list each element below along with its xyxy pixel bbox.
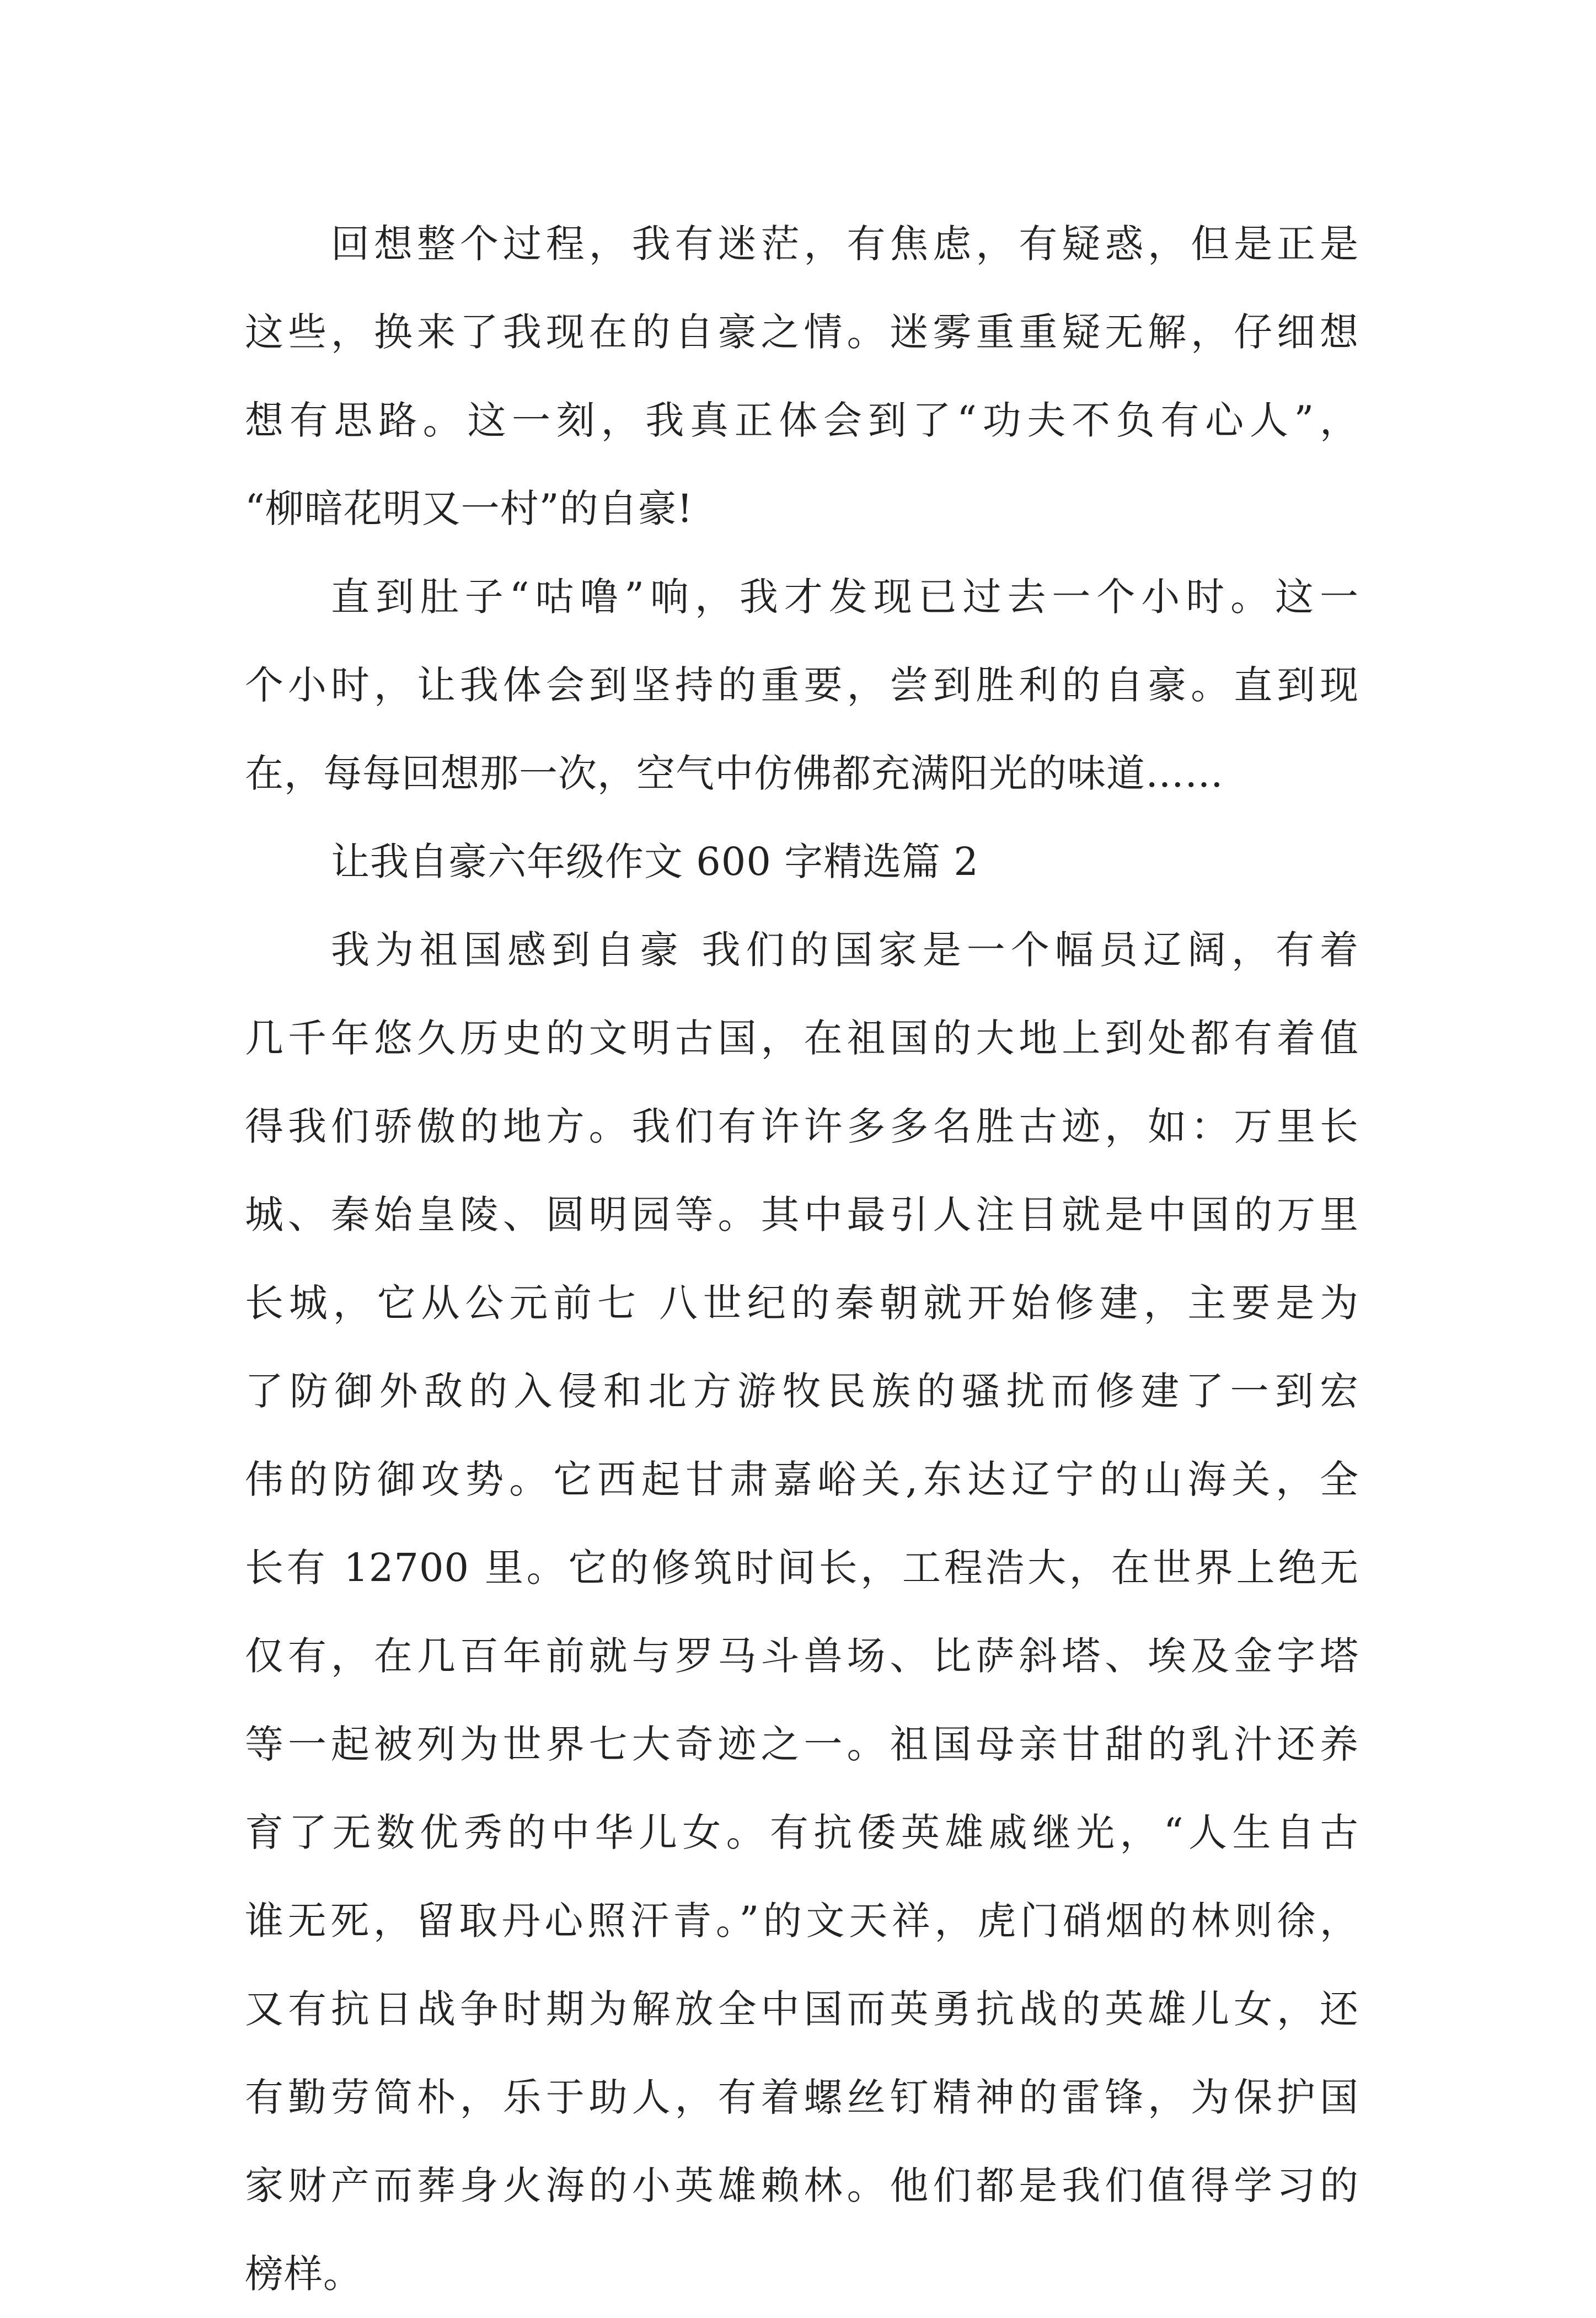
- text-line: 回想整个过程，我有迷茫，有焦虑，有疑惑，但是正是: [331, 221, 1359, 266]
- text-line: 榜样。: [245, 2251, 362, 2296]
- document-body: [245, 200, 1359, 2318]
- paragraph-conclusion: [245, 553, 1359, 818]
- text-line: 等一起被列为世界七大奇迹之一。祖国母亲甘甜的乳汁还养: [245, 1722, 1359, 1767]
- paragraph-reflection: [245, 200, 1359, 553]
- text-line: 伟的防御攻势。它西起甘肃嘉峪关,东达辽宁的山海关，全: [245, 1457, 1359, 1502]
- paragraph-motherland: [245, 906, 1359, 2318]
- text-line: 个小时，让我体会到坚持的重要，尝到胜利的自豪。直到现: [245, 663, 1359, 708]
- text-line: 想有思路。这一刻，我真正体会到了“功夫不负有心人”，: [245, 398, 1359, 443]
- text-line: 得我们骄傲的地方。我们有许许多多名胜古迹，如：万里长: [245, 1104, 1359, 1149]
- essay-title: 让我自豪六年级作文 600 字精选篇 2: [331, 839, 979, 884]
- text-line: 这些，换来了我现在的自豪之情。迷雾重重疑无解，仔细想: [245, 309, 1359, 355]
- text-line: 几千年悠久历史的文明古国，在祖国的大地上到处都有着值: [245, 1016, 1359, 1061]
- text-line: “柳暗花明又一村”的自豪!: [245, 486, 693, 531]
- section-heading: [245, 818, 1359, 906]
- text-line: 有勤劳简朴，乐于助人，有着螺丝钉精神的雷锋，为保护国: [245, 2075, 1359, 2120]
- text-line: 了防御外敌的入侵和北方游牧民族的骚扰而修建了一到宏: [245, 1369, 1359, 1414]
- text-line: 又有抗日战争时期为解放全中国而英勇抗战的英雄儿女，还: [245, 1986, 1359, 2032]
- text-line: 仅有，在几百年前就与罗马斗兽场、比萨斜塔、埃及金字塔: [245, 1633, 1359, 1679]
- text-line: 谁无死，留取丹心照汗青。”的文天祥，虎门硝烟的林则徐，: [245, 1898, 1359, 1943]
- text-line: 我为祖国感到自豪 我们的国家是一个幅员辽阔，有着: [331, 927, 1359, 973]
- text-line: 城、秦始皇陵、圆明园等。其中最引人注目就是中国的万里: [245, 1192, 1359, 1237]
- text-line: 家财产而葬身火海的小英雄赖林。他们都是我们值得学习的: [245, 2163, 1359, 2208]
- text-line: 在，每每回想那一次，空气中仿佛都充满阳光的味道……: [245, 751, 1224, 796]
- text-line: 长城，它从公元前七 八世纪的秦朝就开始修建，主要是为: [245, 1280, 1359, 1326]
- text-line: 育了无数优秀的中华儿女。有抗倭英雄戚继光，“人生自古: [245, 1810, 1359, 1855]
- text-line: 长有 12700 里。它的修筑时间长，工程浩大，在世界上绝无: [245, 1545, 1359, 1590]
- text-line: 直到肚子“咕噜”响，我才发现已过去一个小时。这一: [331, 574, 1359, 619]
